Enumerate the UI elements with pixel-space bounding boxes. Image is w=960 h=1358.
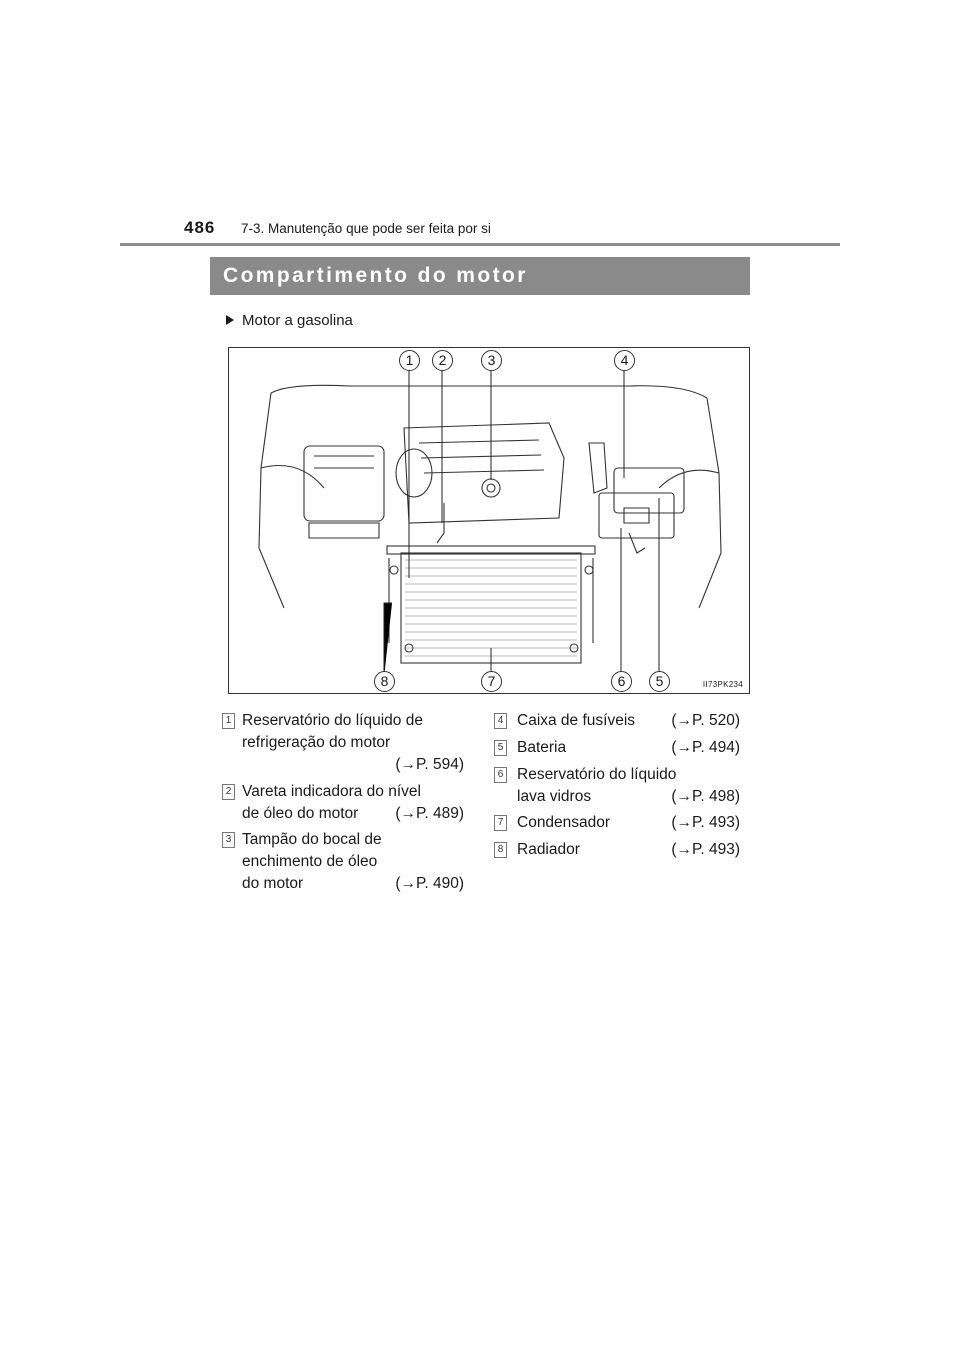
legend-item xyxy=(494,812,740,834)
legend-page-ref: (→P. 489) xyxy=(395,805,464,822)
legend-page-ref: (→P. 494) xyxy=(671,739,740,756)
legend-number-badge: 3 xyxy=(222,832,235,848)
legend-page-ref: (→P. 498) xyxy=(671,788,740,805)
legend-text-line: Condensador xyxy=(517,814,611,831)
legend-page-ref: (→P. 493) xyxy=(671,814,740,831)
legend-number-badge: 7 xyxy=(494,815,507,831)
legend-item xyxy=(494,764,740,808)
legend-text-line: enchimento de óleo xyxy=(242,853,378,870)
legend-number-badge: 5 xyxy=(494,740,507,756)
callout-8: 8 xyxy=(374,671,395,692)
callout-5: 5 xyxy=(649,671,670,692)
callout-7: 7 xyxy=(481,671,502,692)
triangle-bullet-icon xyxy=(226,315,234,325)
callout-3: 3 xyxy=(481,350,502,371)
legend-item xyxy=(494,839,740,861)
legend-item xyxy=(222,781,464,825)
legend-text-line: Radiador xyxy=(517,841,580,858)
legend-page-ref: (→P. 490) xyxy=(395,875,464,892)
page-number: 486 xyxy=(184,218,216,237)
engine-compartment-figure xyxy=(228,347,750,694)
legend-text-line: Tampão do bocal de xyxy=(242,831,382,848)
legend-text-line: lava vidros xyxy=(517,788,592,805)
subheading xyxy=(226,312,353,329)
legend-number-badge: 8 xyxy=(494,842,507,858)
legend-text-line: Reservatório do líquido de xyxy=(242,712,423,729)
legend-text-line: Vareta indicadora do nível xyxy=(242,783,421,800)
legend-item xyxy=(222,710,464,776)
legend-page-ref: (→P. 520) xyxy=(671,712,740,729)
legend-text-line: do motor xyxy=(242,875,304,892)
legend-text-line: Reservatório do líquido xyxy=(517,766,677,783)
chapter-title: 7-3. Manutenção que pode ser feita por si xyxy=(241,221,491,236)
legend-item xyxy=(494,710,740,732)
engine-illustration xyxy=(229,348,749,693)
legend-page-ref: (→P. 594) xyxy=(395,756,464,773)
legend-text-line: Caixa de fusíveis xyxy=(517,712,636,729)
legend-text-line: Bateria xyxy=(517,739,567,756)
legend-number-badge: 6 xyxy=(494,767,507,783)
legend-text-line: de óleo do motor xyxy=(242,805,359,822)
legend-number-badge: 2 xyxy=(222,784,235,800)
subheading-text: Motor a gasolina xyxy=(242,312,353,329)
section-title-bar xyxy=(210,257,750,295)
section-title: Compartimento do motor xyxy=(223,264,528,287)
legend-text-line: refrigeração do motor xyxy=(242,734,391,751)
header-rule xyxy=(120,243,840,246)
legend-item xyxy=(494,737,740,759)
legend-number-badge: 4 xyxy=(494,713,507,729)
callout-1: 1 xyxy=(399,350,420,371)
figure-code: II73PK234 xyxy=(702,680,743,689)
legend-number-badge: 1 xyxy=(222,713,235,729)
callout-2: 2 xyxy=(432,350,453,371)
legend-page-ref: (→P. 493) xyxy=(671,841,740,858)
callout-4: 4 xyxy=(614,350,635,371)
callout-6: 6 xyxy=(611,671,632,692)
legend-item xyxy=(222,829,464,895)
